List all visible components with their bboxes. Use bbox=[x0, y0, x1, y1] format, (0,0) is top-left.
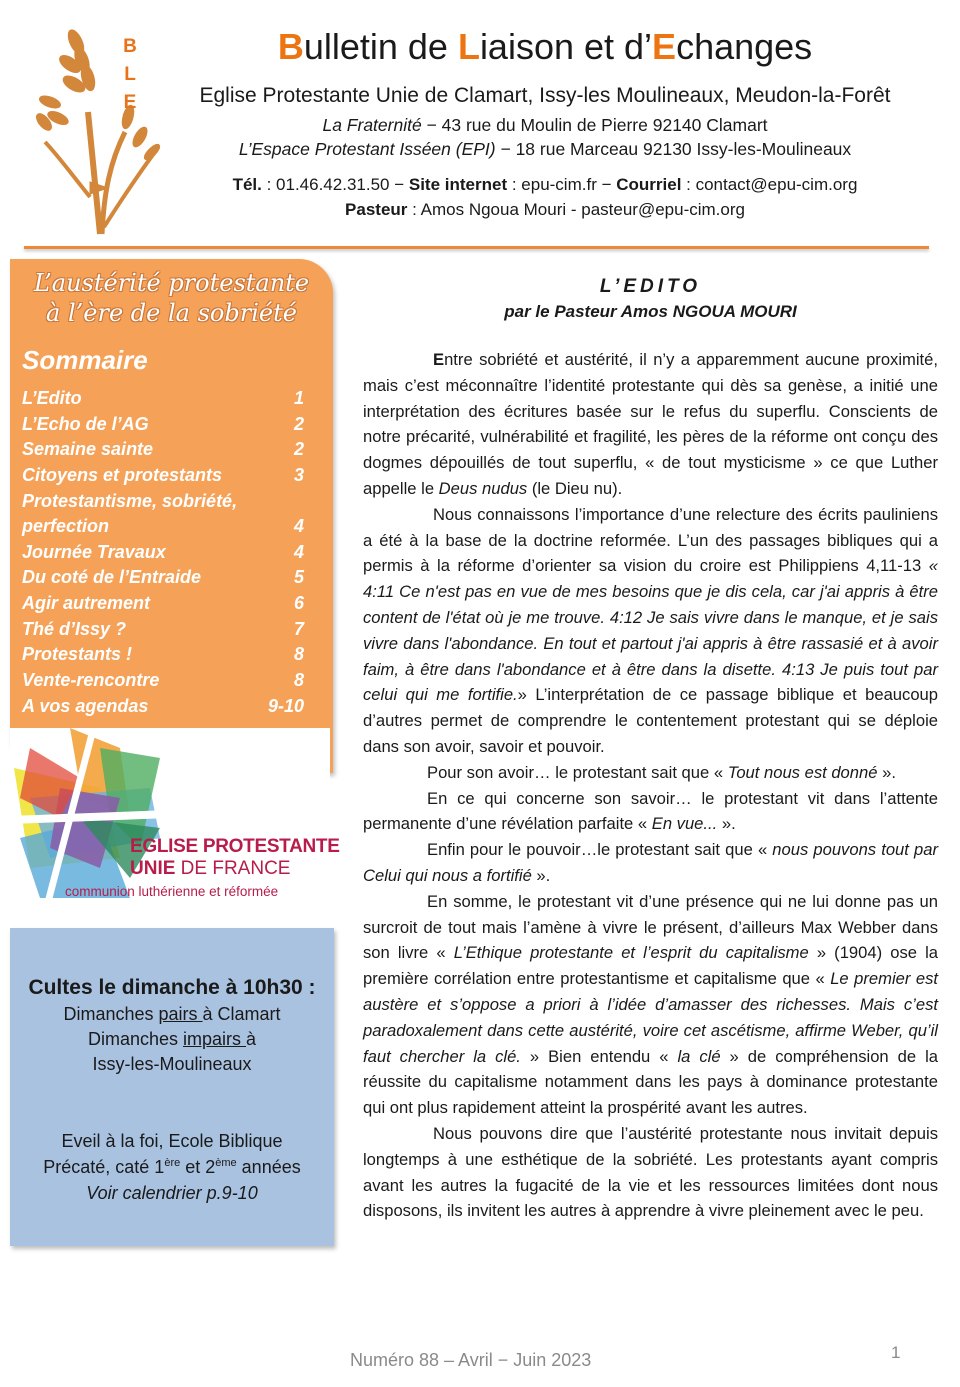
paragraph: Pour son avoir… le protestant sait que « Tout nous est donné ». bbox=[427, 762, 896, 782]
header-divider bbox=[24, 246, 929, 249]
issue-theme: L’austérité protestante à l’ère de la sobriété bbox=[33, 269, 310, 327]
toc-item[interactable]: L’Echo de l’AG 2 bbox=[22, 414, 304, 434]
toc-item[interactable]: Du coté de l’Entraide 5 bbox=[22, 567, 304, 587]
ble-letter-l: L bbox=[124, 64, 136, 85]
toc-item[interactable]: A vos agendas 9-10 bbox=[22, 696, 304, 716]
toc-item[interactable]: perfection 4 bbox=[22, 516, 304, 536]
epu-logo-text: UNIE DE FRANCE bbox=[130, 858, 291, 879]
cultes-line: Dimanches impairs à bbox=[87, 1029, 257, 1049]
paragraph: En ce qui concerne son savoir… le protestant vit dans l’attente permanente d’une révélation parfaite « En vue... ». bbox=[363, 788, 938, 834]
paragraph: Nous pouvons dire que l’austérité protestante nous invitait depuis longtemps à une esthétique de la sobriété. Les protestants ayant compris avant les autres la fugacité de la vie et les ressources limitées dont nous disposons, ils invitent les autres à apprendre à vivre pleinement avec le peu. bbox=[363, 1123, 938, 1221]
epu-star-logo-icon bbox=[10, 728, 330, 908]
page-number: 1 bbox=[891, 1343, 901, 1362]
edito-title: L’EDITO bbox=[599, 276, 702, 297]
issue-number: Numéro 88 – Avril − Juin 2023 bbox=[350, 1350, 592, 1370]
cultes-line: Issy-les-Moulineaux bbox=[92, 1054, 252, 1074]
address-fraternite: La Fraternité − 43 rue du Moulin de Pierre 92140 Clamart bbox=[322, 115, 768, 135]
epu-logo-tagline: communion luthérienne et réformée bbox=[65, 884, 279, 899]
wheat-logo-icon bbox=[30, 22, 165, 237]
paragraph: Enfin pour le pouvoir…le protestant sait que « nous pouvons tout par Celui qui nous a fortifié ». bbox=[363, 840, 938, 885]
cultes-line: Précaté, caté 1ère et 2ème années bbox=[43, 1157, 301, 1177]
edito-body bbox=[363, 347, 938, 1224]
paragraph: En somme, le protestant vit d’une présence qui ne lui donne pas un surcroit de tout mais l’amène à vivre le présent, d’ailleurs Max Webber dans son livre « L’Ethique protestante et l’esprit du capitalisme » (1904) ose la première corrélation entre protestantisme et capitalisme que « Le premier est austère et s’oppose a priori à l’idée d’amasser des richesses. Mais c’est paradoxalement dans cette austérité, voire cet ascétisme, affirme Weber, qu’il faut chercher la clé. » Bien entendu « la clé » de compréhension de la réussite du capitalisme notamment dans les pays à dominance protestante qui ont plus rapidement atteint la prospérité avant les autres. bbox=[363, 891, 939, 1118]
cultes-line: Eveil à la foi, Ecole Biblique bbox=[61, 1131, 283, 1151]
church-name: Eglise Protestante Unie de Clamart, Issy-les Moulineaux, Meudon-la-Forêt bbox=[199, 84, 891, 107]
toc-item[interactable]: Journée Travaux 4 bbox=[22, 542, 304, 562]
toc-item[interactable]: Thé d’Issy ? 7 bbox=[22, 619, 304, 639]
toc-item[interactable]: Agir autrement 6 bbox=[22, 593, 304, 613]
cultes-calendar-link: Voir calendrier p.9-10 bbox=[86, 1183, 258, 1203]
epu-logo-text: EGLISE PROTESTANTE bbox=[130, 836, 340, 857]
ble-letter-e: E bbox=[123, 92, 137, 113]
cultes-title: Cultes le dimanche à 10h30 : bbox=[28, 976, 316, 999]
address-epi: L’Espace Protestant Isséen (EPI) − 18 rue Marceau 92130 Issy-les-Moulineaux bbox=[238, 139, 852, 159]
contact-line: Tél. : 01.46.42.31.50 − Site internet : epu-cim.fr − Courriel : contact@epu-cim.org bbox=[232, 175, 858, 194]
toc-item[interactable]: Semaine sainte 2 bbox=[22, 439, 304, 459]
toc-item[interactable]: Protestants ! 8 bbox=[22, 644, 304, 664]
paragraph: Entre sobriété et austérité, il n’y a apparemment aucune proximité, mais c’est méconnaître l’identité protestante qui dès sa genèse, a initié une interprétation des écritures basée sur le refus du superflu. Conscients de notre précarité, vulnérabilité et fragilité, les pères de la réforme ont conçu des dogmes dépouillés de tout superflu, « de tout mysticisme » ce que Luther appelle le Deus nudus (le Dieu nu). bbox=[363, 350, 938, 498]
paragraph: Nous connaissons l’importance d’une relecture des écrits pauliniens a été à la base de la doctrine reformée. L’un des passages bibliques qui a permis à la réforme d’orienter sa vision du croire est Philippiens 4,11-13 « 4:11 Ce n'est pas en vue de mes besoins que je dis cela, car j'ai appris à être content de l'état où je me trouve. 4:12 Je sais vivre dans le manque, et je sais vivre dans l'abondance. En tout et partout j'ai appris à être rassasié et à avoir faim, à être dans l'abondance et à être dans la disette. 4:13 Je puis tout par celui qui me fortifie.» L’interprétation de ce passage biblique et beaucoup d’autres permet de comprendre le contentement protestant qui se déploie dans son avoir, savoir et pouvoir. bbox=[363, 504, 939, 756]
bulletin-title: Bulletin de Liaison et d’Echanges bbox=[277, 26, 813, 67]
edito-author: par le Pasteur Amos NGOUA MOURI bbox=[504, 302, 797, 321]
sommaire-heading: Sommaire bbox=[22, 345, 148, 375]
cultes-line: Dimanches pairs à Clamart bbox=[63, 1004, 281, 1024]
pastor-line: Pasteur : Amos Ngoua Mouri - pasteur@epu-cim.org bbox=[345, 200, 745, 219]
toc-item[interactable]: Protestantisme, sobriété, bbox=[22, 491, 238, 511]
toc-item[interactable]: Vente-rencontre 8 bbox=[22, 670, 304, 690]
ble-letter-b: B bbox=[123, 36, 137, 57]
toc-item[interactable]: Citoyens et protestants 3 bbox=[22, 465, 304, 485]
toc-item[interactable]: L’Edito 1 bbox=[22, 388, 304, 408]
